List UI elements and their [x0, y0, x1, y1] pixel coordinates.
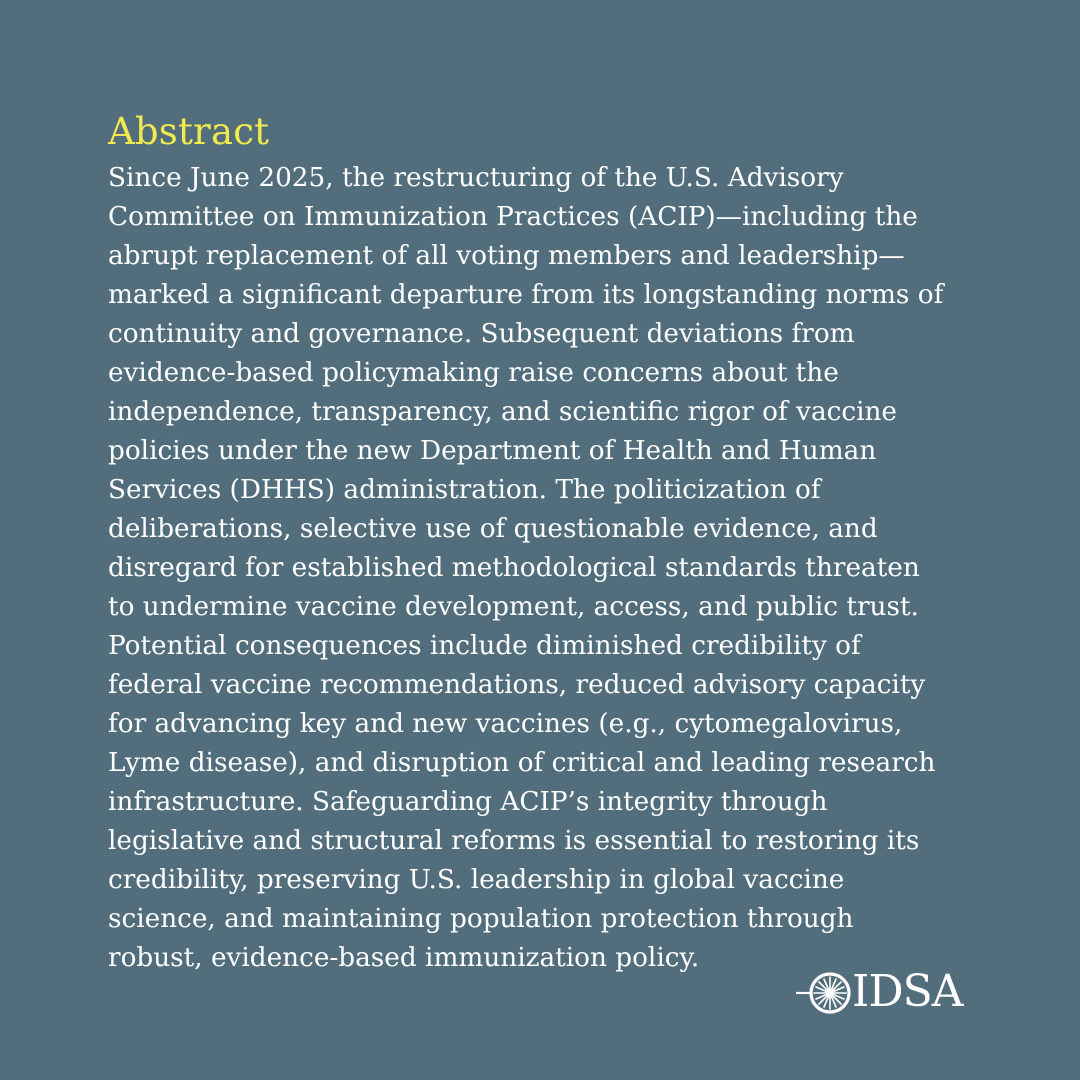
abstract-line: Committee on Immunization Practices (ACIP)—including the: [108, 202, 918, 232]
abstract-line: robust, evidence-based immunization policy.: [108, 943, 700, 973]
abstract-line: legislative and structural reforms is essential to restoring its: [108, 826, 920, 856]
abstract-line: federal vaccine recommendations, reduced advisory capacity: [108, 670, 926, 700]
starburst-circle-icon: [796, 966, 854, 1018]
abstract-line: science, and maintaining population protection through: [108, 904, 854, 934]
abstract-body: [108, 159, 978, 978]
abstract-line: Since June 2025, the restructuring of the U.S. Advisory: [108, 163, 844, 193]
abstract-line: continuity and governance. Subsequent deviations from: [108, 319, 855, 349]
abstract-line: independence, transparency, and scientific rigor of vaccine: [108, 397, 897, 427]
abstract-line: marked a significant departure from its longstanding norms of: [108, 280, 944, 310]
abstract-line: to undermine vaccine development, access, and public trust.: [108, 592, 919, 622]
abstract-line: Lyme disease), and disruption of critical and leading research: [108, 748, 936, 778]
abstract-line: infrastructure. Safeguarding ACIP’s integrity through: [108, 787, 828, 817]
abstract-line: credibility, preserving U.S. leadership in global vaccine: [108, 865, 845, 895]
abstract-line: abrupt replacement of all voting members and leadership—: [108, 241, 905, 271]
abstract-heading: Abstract: [108, 110, 270, 153]
idsa-wordmark: IDSA: [852, 966, 963, 1017]
abstract-line: Services (DHHS) administration. The politicization of: [108, 475, 821, 505]
abstract-line: policies under the new Department of Health and Human: [108, 436, 877, 466]
abstract-line: evidence-based policymaking raise concerns about the: [108, 358, 839, 388]
abstract-line: for advancing key and new vaccines (e.g., cytomegalovirus,: [108, 709, 903, 739]
idsa-logo: [796, 966, 963, 1018]
abstract-line: Potential consequences include diminished credibility of: [108, 631, 861, 661]
abstract-line: disregard for established methodological standards threaten: [108, 553, 920, 583]
abstract-line: deliberations, selective use of questionable evidence, and: [108, 514, 878, 544]
